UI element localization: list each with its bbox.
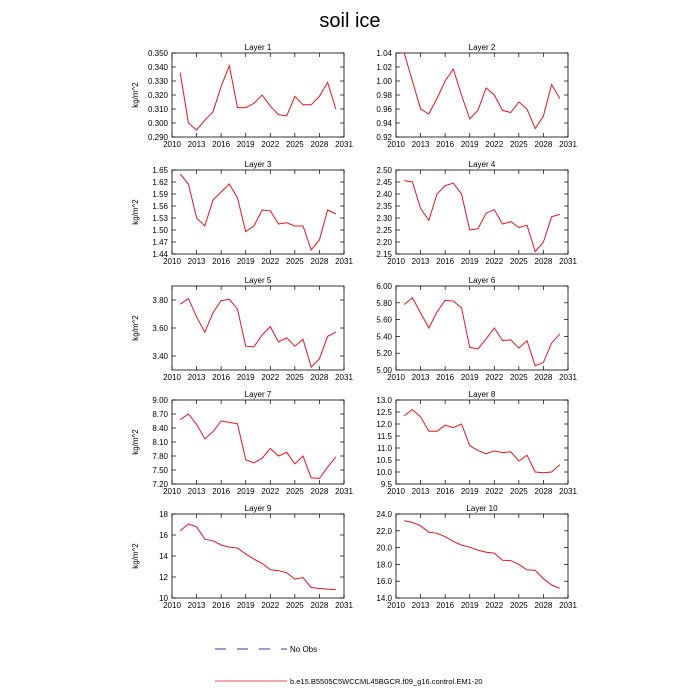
panel-title: Layer 5 <box>244 276 272 285</box>
y-tick-label: 0.290 <box>147 133 168 142</box>
x-tick-label: 2016 <box>436 487 455 496</box>
y-tick-label: 13.0 <box>376 396 392 405</box>
panel-title: Layer 1 <box>244 43 272 52</box>
y-tick-label: 0.340 <box>147 63 168 72</box>
x-tick-label: 2019 <box>236 601 255 610</box>
x-tick-label: 2016 <box>212 257 231 266</box>
series-line <box>180 524 336 590</box>
x-tick-label: 2025 <box>509 257 528 266</box>
x-tick-label: 2010 <box>163 487 181 496</box>
y-tick-label: 1.04 <box>376 49 392 58</box>
x-tick-label: 2025 <box>285 487 304 496</box>
x-tick-label: 2028 <box>534 373 553 382</box>
x-tick-label: 2013 <box>187 257 206 266</box>
y-tick-label: 11.0 <box>377 444 392 453</box>
y-tick-label: 2.40 <box>376 190 392 199</box>
series-line <box>180 174 336 250</box>
y-tick-label: 0.94 <box>376 119 392 128</box>
x-tick-label: 2031 <box>559 257 577 266</box>
y-tick-label: 1.59 <box>152 190 168 199</box>
x-tick-label: 2016 <box>212 601 231 610</box>
panel-title: Layer 8 <box>468 390 496 399</box>
y-tick-label: 8.10 <box>152 438 168 447</box>
x-tick-label: 2019 <box>460 140 479 149</box>
y-tick-label: 2.50 <box>376 166 392 175</box>
y-tick-label: 10.0 <box>376 468 392 477</box>
x-tick-label: 2025 <box>285 140 304 149</box>
y-tick-label: 0.92 <box>376 133 392 142</box>
y-tick-label: 20.0 <box>376 543 392 553</box>
panel-1 <box>131 43 353 149</box>
y-tick-label: 2.20 <box>376 238 392 247</box>
y-tick-label: 12.5 <box>376 408 392 417</box>
y-tick-label: 1.50 <box>152 226 168 235</box>
series-line <box>404 521 560 589</box>
x-tick-label: 2010 <box>387 487 405 496</box>
x-tick-label: 2031 <box>559 601 577 610</box>
panels <box>131 43 577 610</box>
y-tick-label: 1.53 <box>152 214 168 223</box>
legend <box>215 645 483 686</box>
panel-4 <box>376 160 577 266</box>
x-tick-label: 2022 <box>261 487 280 496</box>
y-tick-label: 16 <box>159 531 168 540</box>
y-tick-label: 9.5 <box>380 480 392 489</box>
x-tick-label: 2028 <box>534 601 553 610</box>
x-tick-label: 2013 <box>187 140 206 149</box>
x-tick-label: 2019 <box>236 257 255 266</box>
y-tick-label: 12 <box>159 573 168 582</box>
series-line <box>180 414 336 478</box>
panel-3 <box>131 160 353 266</box>
x-tick-label: 2025 <box>509 601 528 610</box>
x-tick-label: 2022 <box>261 257 280 266</box>
y-tick-label: 7.20 <box>152 480 168 489</box>
x-tick-label: 2019 <box>460 487 479 496</box>
y-tick-label: 2.35 <box>376 202 392 211</box>
x-tick-label: 2010 <box>163 373 181 382</box>
panel-title: Layer 3 <box>244 160 272 169</box>
x-tick-label: 2016 <box>212 487 231 496</box>
x-tick-label: 2013 <box>187 601 206 610</box>
y-tick-label: 3.40 <box>152 352 168 361</box>
x-tick-label: 2010 <box>387 140 405 149</box>
panel-8 <box>376 390 577 496</box>
plot-frame <box>172 400 344 484</box>
panel-6 <box>376 276 577 382</box>
y-tick-label: 3.60 <box>152 324 168 333</box>
x-tick-label: 2016 <box>212 373 231 382</box>
x-tick-label: 2013 <box>411 487 430 496</box>
series-line <box>404 298 560 366</box>
x-tick-label: 2019 <box>236 140 255 149</box>
plot-frame <box>172 514 344 598</box>
panel-10 <box>376 504 577 610</box>
y-tick-label: 5.60 <box>376 315 392 325</box>
panel-7 <box>131 390 353 496</box>
y-tick-label: 8.40 <box>152 424 168 433</box>
x-tick-label: 2022 <box>485 257 504 266</box>
plot-frame <box>396 400 568 484</box>
y-tick-label: 0.98 <box>376 91 392 100</box>
x-tick-label: 2010 <box>387 601 405 610</box>
figure-title: soil ice <box>319 10 381 32</box>
plot-frame <box>172 53 344 137</box>
y-tick-label: 1.62 <box>152 178 168 187</box>
x-tick-label: 2031 <box>559 373 577 382</box>
legend-label-run: b.e15.B5505C5WCCML45BGCR.f09_g16.control.EM1-20 <box>290 677 483 686</box>
panel-title: Layer 7 <box>244 390 272 399</box>
y-tick-label: 8.70 <box>152 410 168 419</box>
y-tick-label: 1.02 <box>376 63 392 72</box>
x-tick-label: 2019 <box>460 373 479 382</box>
y-tick-label: 18.0 <box>376 560 392 570</box>
x-tick-label: 2031 <box>335 373 353 382</box>
x-tick-label: 2016 <box>436 601 455 610</box>
y-tick-label: 14 <box>159 552 168 561</box>
y-tick-label: 2.15 <box>376 250 392 259</box>
y-tick-label: 7.50 <box>152 466 168 475</box>
x-tick-label: 2019 <box>236 373 255 382</box>
y-tick-label: 22.0 <box>376 526 392 536</box>
x-tick-label: 2031 <box>559 487 577 496</box>
panel-title: Layer 10 <box>466 504 498 513</box>
panel-title: Layer 4 <box>468 160 496 169</box>
x-tick-label: 2031 <box>335 601 353 610</box>
x-tick-label: 2031 <box>335 140 353 149</box>
x-tick-label: 2013 <box>411 140 430 149</box>
x-tick-label: 2028 <box>534 257 553 266</box>
x-tick-label: 2016 <box>436 257 455 266</box>
series-line <box>404 410 560 473</box>
x-tick-label: 2025 <box>509 487 528 496</box>
y-tick-label: 5.00 <box>376 366 392 375</box>
x-tick-label: 2022 <box>261 373 280 382</box>
x-tick-label: 2010 <box>387 373 405 382</box>
y-tick-label: 5.40 <box>376 332 392 342</box>
series-line <box>404 53 560 129</box>
x-tick-label: 2010 <box>163 257 181 266</box>
y-tick-label: 18 <box>159 510 168 519</box>
y-tick-label: 3.80 <box>152 296 168 305</box>
x-tick-label: 2013 <box>411 257 430 266</box>
x-tick-label: 2016 <box>436 373 455 382</box>
x-tick-label: 2022 <box>485 373 504 382</box>
x-tick-label: 2019 <box>236 487 255 496</box>
series-line <box>180 66 336 130</box>
y-tick-label: 2.30 <box>376 214 392 223</box>
y-tick-label: 9.00 <box>152 396 168 405</box>
x-tick-label: 2031 <box>335 257 353 266</box>
y-tick-label: 10 <box>159 594 168 603</box>
x-tick-label: 2022 <box>261 140 280 149</box>
panel-9 <box>131 504 353 610</box>
x-tick-label: 2028 <box>310 257 329 266</box>
x-tick-label: 2010 <box>163 601 181 610</box>
x-tick-label: 2025 <box>285 373 304 382</box>
y-tick-label: 6.00 <box>376 282 392 291</box>
series-line <box>180 299 336 368</box>
x-tick-label: 2013 <box>411 601 430 610</box>
x-tick-label: 2010 <box>163 140 181 149</box>
x-tick-label: 2028 <box>310 487 329 496</box>
x-tick-label: 2022 <box>485 601 504 610</box>
series-line <box>404 181 560 252</box>
panel-title: Layer 2 <box>468 43 496 52</box>
x-tick-label: 2028 <box>310 140 329 149</box>
x-tick-label: 2028 <box>310 601 329 610</box>
x-tick-label: 2022 <box>485 140 504 149</box>
y-tick-label: 5.20 <box>376 349 392 359</box>
y-axis-label: kg/m^2 <box>131 429 140 455</box>
x-tick-label: 2022 <box>485 487 504 496</box>
y-tick-label: 16.0 <box>376 577 392 587</box>
x-tick-label: 2016 <box>436 140 455 149</box>
y-axis-label: kg/m^2 <box>131 543 140 569</box>
panel-5 <box>131 276 353 382</box>
x-tick-label: 2016 <box>212 140 231 149</box>
x-tick-label: 2013 <box>187 487 206 496</box>
x-tick-label: 2025 <box>285 601 304 610</box>
x-tick-label: 2031 <box>559 140 577 149</box>
plot-frame <box>396 286 568 370</box>
y-axis-label: kg/m^2 <box>131 199 140 225</box>
y-tick-label: 11.5 <box>377 432 392 441</box>
y-axis-label: kg/m^2 <box>131 82 140 108</box>
y-tick-label: 24.0 <box>376 510 392 519</box>
y-tick-label: 0.350 <box>147 49 168 58</box>
y-tick-label: 1.65 <box>152 166 168 175</box>
y-tick-label: 1.47 <box>152 238 168 247</box>
y-tick-label: 1.00 <box>376 77 392 86</box>
x-tick-label: 2019 <box>460 257 479 266</box>
y-tick-label: 5.80 <box>376 298 392 308</box>
x-tick-label: 2025 <box>509 373 528 382</box>
x-tick-label: 2013 <box>187 373 206 382</box>
y-tick-label: 2.25 <box>376 226 392 235</box>
panel-title: Layer 6 <box>468 276 496 285</box>
x-tick-label: 2028 <box>534 140 553 149</box>
y-tick-label: 10.5 <box>376 456 392 465</box>
y-tick-label: 14.0 <box>376 594 392 603</box>
y-tick-label: 1.56 <box>152 202 168 211</box>
y-tick-label: 0.320 <box>147 91 168 100</box>
x-tick-label: 2025 <box>509 140 528 149</box>
y-axis-label: kg/m^2 <box>131 315 140 341</box>
x-tick-label: 2022 <box>261 601 280 610</box>
x-tick-label: 2028 <box>310 373 329 382</box>
y-tick-label: 0.300 <box>147 119 168 128</box>
x-tick-label: 2019 <box>460 601 479 610</box>
legend-label-no-obs: No Obs <box>290 645 318 654</box>
plot-frame <box>396 170 568 254</box>
y-tick-label: 2.45 <box>376 178 392 187</box>
x-tick-label: 2031 <box>335 487 353 496</box>
y-tick-label: 1.44 <box>152 250 168 259</box>
x-tick-label: 2025 <box>285 257 304 266</box>
x-tick-label: 2010 <box>387 257 405 266</box>
plot-frame <box>396 53 568 137</box>
panel-title: Layer 9 <box>244 504 272 513</box>
panel-2 <box>376 43 577 149</box>
y-tick-label: 0.330 <box>147 77 168 86</box>
x-tick-label: 2013 <box>411 373 430 382</box>
y-tick-label: 0.310 <box>147 105 168 114</box>
y-tick-label: 0.96 <box>376 105 392 114</box>
y-tick-label: 12.0 <box>376 420 392 429</box>
plot-frame <box>172 286 344 370</box>
y-tick-label: 7.80 <box>152 452 168 461</box>
x-tick-label: 2028 <box>534 487 553 496</box>
